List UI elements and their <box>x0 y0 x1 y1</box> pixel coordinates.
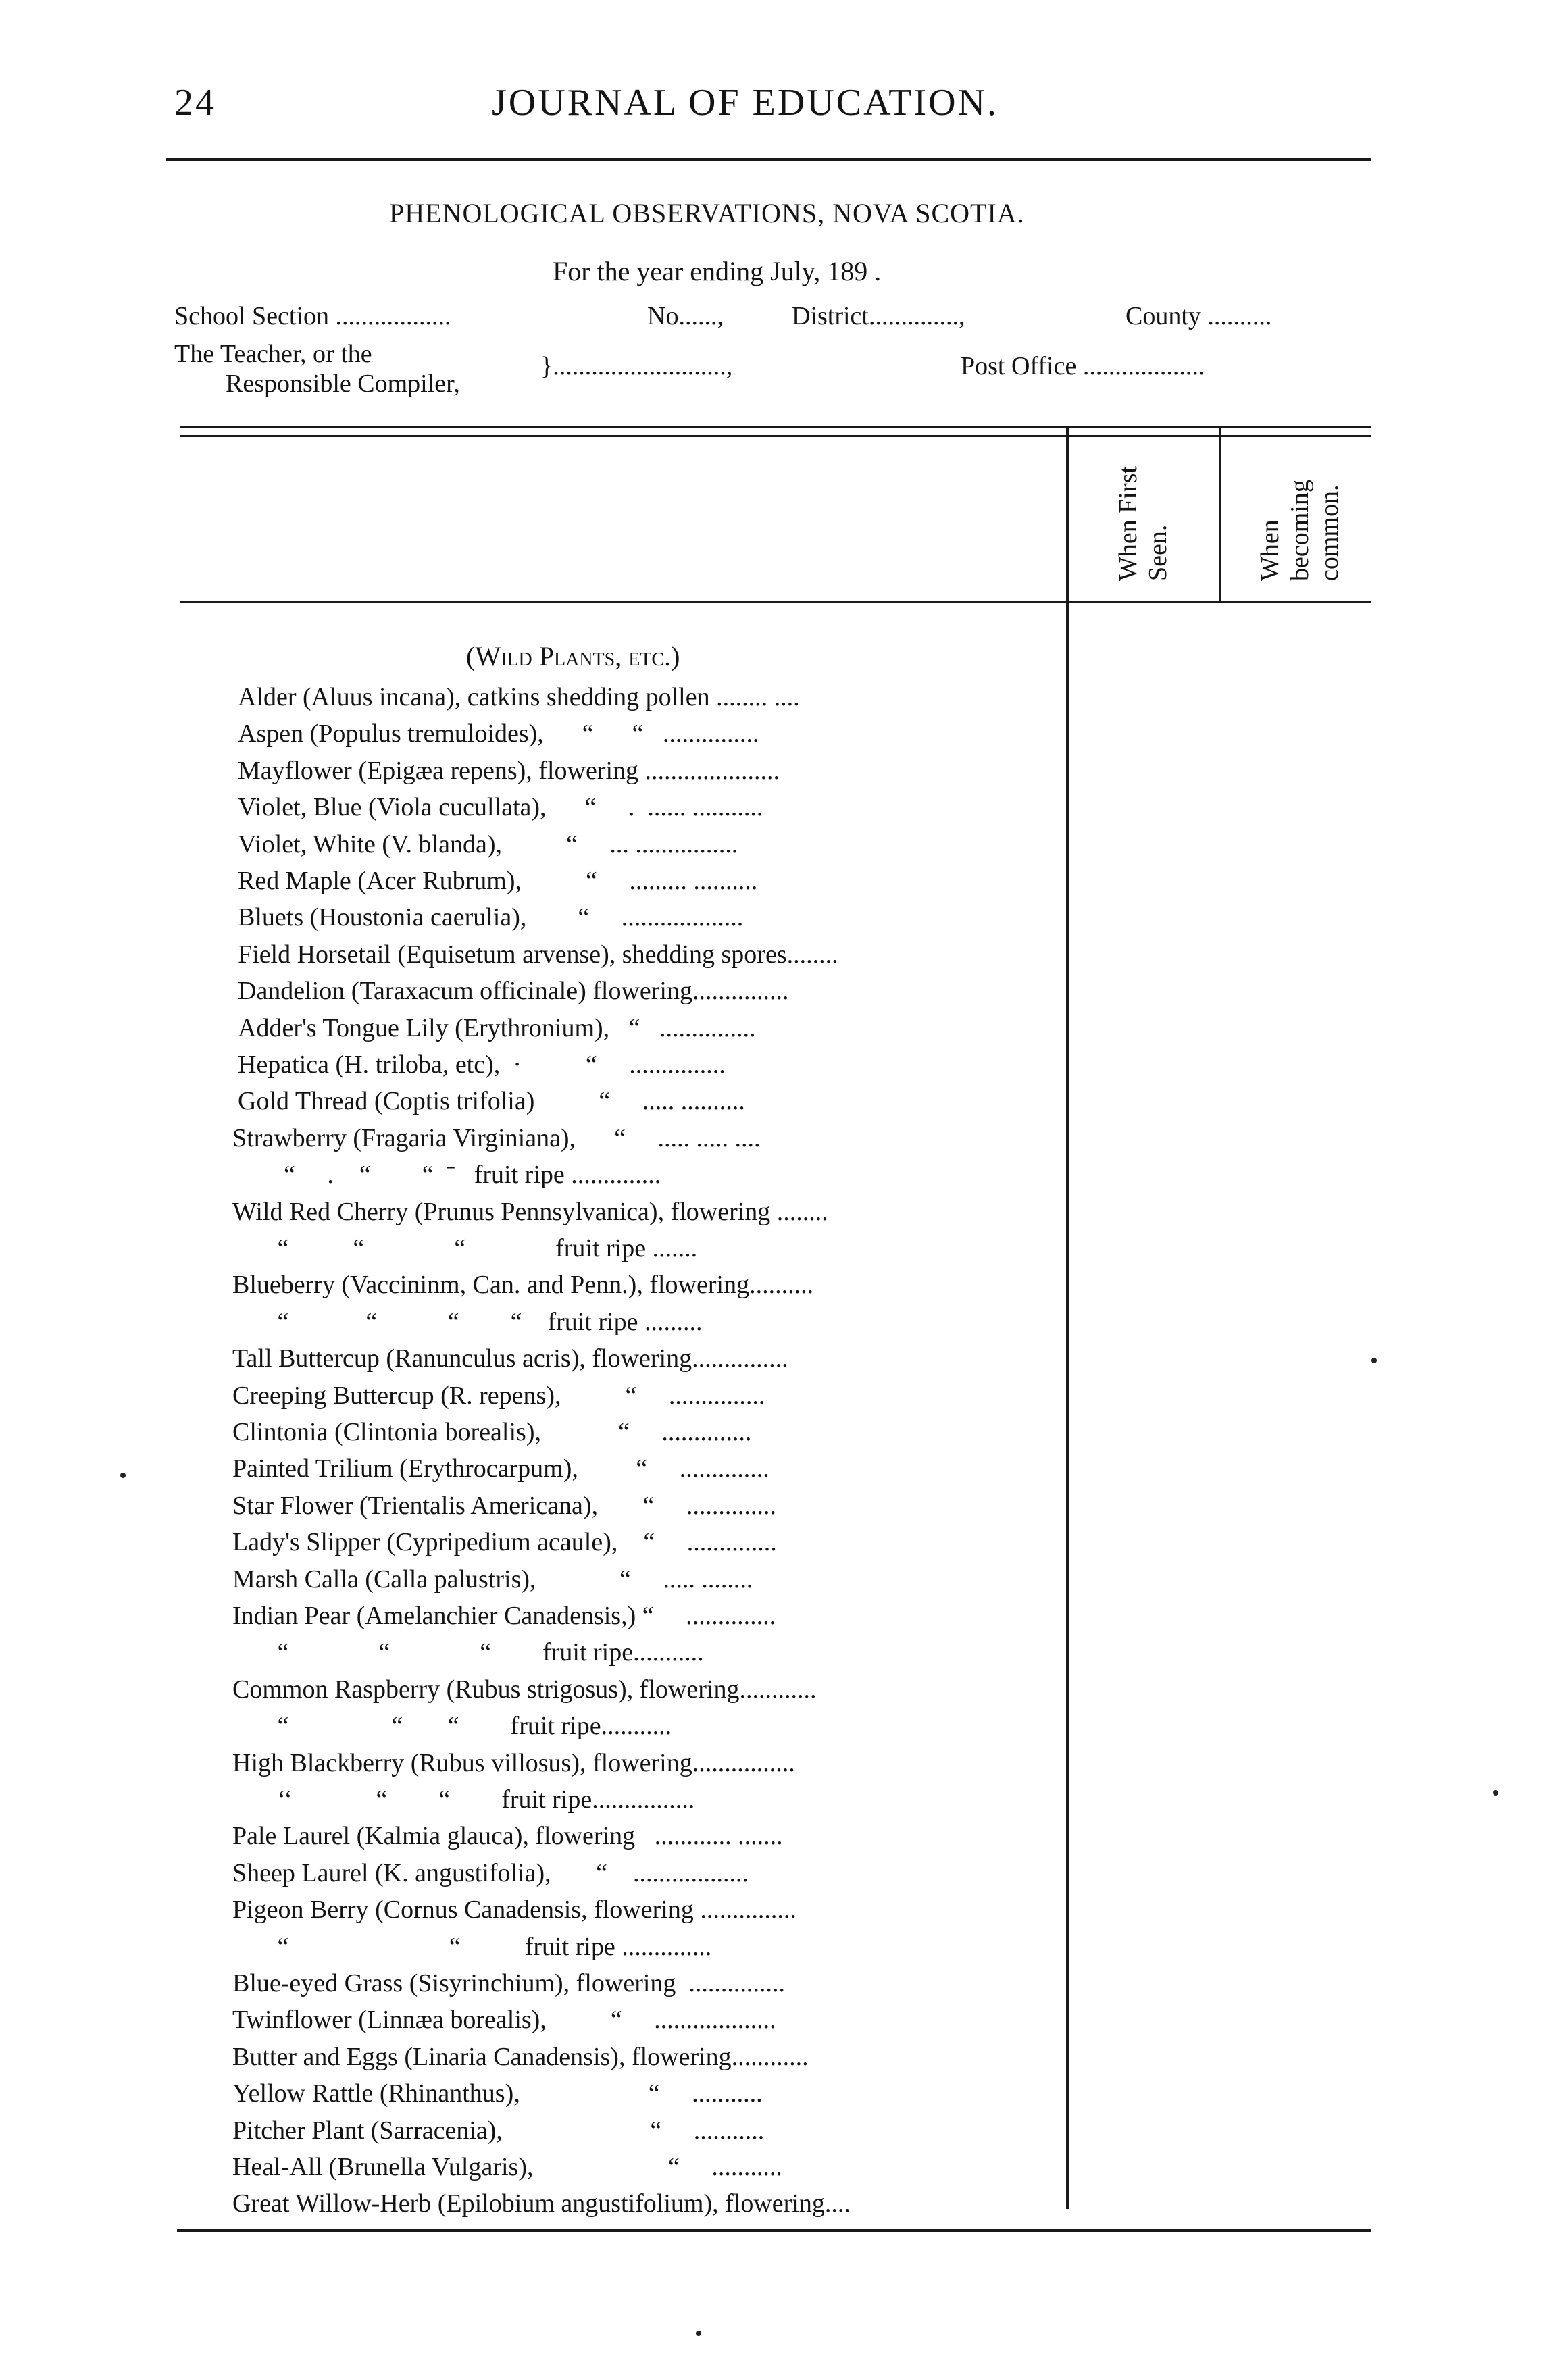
list-item <box>0 2042 1054 2079</box>
item-text: “ “ fruit ripe .............. <box>232 1932 712 1961</box>
item-text: Great Willow-Herb (Epilobium angustifolium), flowering.... <box>232 2189 851 2218</box>
list-item <box>0 1086 1054 1123</box>
list-item <box>0 792 1054 829</box>
list-item <box>0 2079 1054 2115</box>
item-text: “ . “ “ ˉ fruit ripe .............. <box>232 1161 661 1190</box>
scan-speck <box>1371 1358 1377 1363</box>
list-item <box>0 1417 1054 1454</box>
item-text: Pale Laurel (Kalmia glauca), flowering ............ ....... <box>232 1822 783 1851</box>
column-header-first-seen: When First Seen. <box>1114 466 1172 581</box>
item-text: Marsh Calla (Calla palustris), “ ..... ........ <box>232 1564 753 1594</box>
list-item <box>0 1748 1054 1785</box>
item-text: Mayflower (Epigæa repens), flowering ..................... <box>238 756 780 785</box>
list-item <box>0 1233 1054 1270</box>
item-text: Lady's Slipper (Cypripedium acaule), “ .............. <box>232 1528 777 1557</box>
list-item <box>0 2189 1054 2225</box>
column-separator-1 <box>1066 428 1069 2209</box>
list-item <box>0 1858 1054 1895</box>
item-text: Red Maple (Acer Rubrum), “ ......... .......... <box>238 867 758 895</box>
item-text: “ “ “ fruit ripe........... <box>232 1712 672 1741</box>
scan-speck <box>696 2331 701 2336</box>
list-item <box>0 1895 1054 1931</box>
teacher-label: The Teacher, or the <box>174 340 372 368</box>
item-text: Dandelion (Taraxacum officinale) flowering............... <box>238 977 789 1006</box>
compiler-dots: }..........................., <box>540 352 733 380</box>
column-separator-2 <box>1219 428 1221 601</box>
list-item <box>0 1675 1054 1711</box>
item-text: “ “ “ “ fruit ripe ......... <box>232 1307 703 1336</box>
list-item <box>0 866 1054 902</box>
list-item <box>0 2152 1054 2189</box>
list-item <box>0 976 1054 1013</box>
item-text: Pitcher Plant (Sarracenia), “ ........... <box>232 2116 765 2145</box>
item-text: Adder's Tongue Lily (Erythronium), “ ............... <box>238 1013 756 1042</box>
item-text: Strawberry (Fragaria Virginiana), “ ..... ..... .... <box>232 1123 761 1152</box>
item-text: Twinflower (Linnæa borealis), “ ................... <box>232 2006 776 2035</box>
item-text: Blueberry (Vaccininm, Can. and Penn.), flowering.......... <box>232 1271 814 1300</box>
item-text: Creeping Buttercup (R. repens), “ ............... <box>232 1381 765 1410</box>
item-text: Butter and Eggs (Linaria Canadensis), flowering............ <box>232 2042 809 2071</box>
list-item <box>0 1821 1054 1858</box>
list-item <box>0 1564 1054 1601</box>
item-text: “ “ “ fruit ripe........... <box>232 1638 704 1667</box>
list-item <box>0 756 1054 792</box>
county-field: County .......... <box>1126 302 1272 330</box>
item-text: Pigeon Berry (Cornus Canadensis, flowering ............... <box>232 1895 796 1925</box>
list-item <box>0 1637 1054 1674</box>
list-item <box>0 1527 1054 1564</box>
item-text: Sheep Laurel (K. angustifolia), “ .................. <box>232 1858 749 1887</box>
scan-speck <box>1493 1790 1498 1796</box>
item-text: Hepatica (H. triloba, etc), · “ ............... <box>238 1050 726 1079</box>
district-field: District.............., <box>792 302 965 330</box>
column-header-common: When becoming common. <box>1256 480 1344 581</box>
list-item <box>0 719 1054 755</box>
compiler-label: Responsible Compiler, <box>226 370 460 398</box>
column-header-rule <box>180 601 1371 603</box>
item-text: Gold Thread (Coptis trifolia) “ ..... .......... <box>238 1087 745 1116</box>
item-text: Violet, White (V. blanda), “ ... ................ <box>238 830 738 859</box>
list-item <box>0 1197 1054 1233</box>
number-field: No......, <box>647 302 724 330</box>
list-item <box>0 682 1054 719</box>
list-item <box>0 1344 1054 1380</box>
section-heading: (Wild Plants, etc.) <box>466 641 680 671</box>
item-text: Aspen (Populus tremuloides), “ “ ............... <box>238 719 759 748</box>
year-line: For the year ending July, 189 . <box>553 256 882 286</box>
table-top-rule-2 <box>180 435 1371 437</box>
item-text: Clintonia (Clintonia borealis), “ .............. <box>232 1418 752 1446</box>
list-item <box>0 1013 1054 1050</box>
form-title: PHENOLOGICAL OBSERVATIONS, NOVA SCOTIA. <box>389 198 1025 228</box>
list-item <box>0 1932 1054 1968</box>
running-head: JOURNAL OF EDUCATION. <box>492 82 999 124</box>
item-text: Violet, Blue (Viola cucullata), “ . ...... ........... <box>238 793 763 822</box>
list-item <box>0 1711 1054 1748</box>
list-item <box>0 1123 1054 1160</box>
list-item <box>0 830 1054 866</box>
list-item <box>0 1785 1054 1821</box>
item-text: “ “ “ fruit ripe ....... <box>232 1234 698 1263</box>
header-rule <box>166 158 1371 161</box>
list-item <box>0 1454 1054 1490</box>
page-number: 24 <box>174 82 216 124</box>
item-text: High Blackberry (Rubus villosus), flowering................ <box>232 1748 795 1777</box>
list-item <box>0 1160 1054 1196</box>
list-item <box>0 1381 1054 1417</box>
item-text: ‘‘ “ “ fruit ripe................ <box>232 1785 695 1814</box>
item-text: Wild Red Cherry (Prunus Pennsylvanica), flowering ........ <box>232 1197 828 1226</box>
item-text: Bluets (Houstonia caerulia), “ ................... <box>238 903 744 932</box>
list-item <box>0 1050 1054 1086</box>
list-item <box>0 2116 1054 2152</box>
list-item <box>0 1601 1054 1637</box>
list-item <box>0 1307 1054 1344</box>
list-item <box>0 902 1054 939</box>
list-item <box>0 2005 1054 2041</box>
item-text: Indian Pear (Amelanchier Canadensis,) “ .............. <box>232 1602 776 1630</box>
item-text: Painted Trilium (Erythrocarpum), “ .............. <box>232 1454 769 1483</box>
list-item <box>0 1968 1054 2005</box>
item-text: Star Flower (Trientalis Americana), “ .............. <box>232 1491 776 1520</box>
scan-speck <box>120 1473 126 1478</box>
item-text: Blue-eyed Grass (Sisyrinchium), flowering ............... <box>232 1969 785 1997</box>
item-text: Common Raspberry (Rubus strigosus), flowering............ <box>232 1675 817 1704</box>
item-text: Yellow Rattle (Rhinanthus), “ ........... <box>232 2079 763 2108</box>
post-office-field: Post Office ................... <box>961 352 1205 380</box>
list-item <box>0 1491 1054 1527</box>
item-text: Field Horsetail (Equisetum arvense), shedding spores........ <box>238 940 838 969</box>
table-top-rule-1 <box>180 426 1371 428</box>
item-text: Alder (Aluus incana), catkins shedding pollen ........ .... <box>238 683 800 711</box>
item-text: Tall Buttercup (Ranunculus acris), flowering............... <box>232 1344 788 1373</box>
list-item <box>0 1270 1054 1306</box>
table-bottom-rule <box>177 2229 1371 2232</box>
school-section-field: School Section .................. <box>174 302 451 330</box>
item-text: Heal-All (Brunella Vulgaris), “ ........... <box>232 2153 782 2181</box>
list-item <box>0 940 1054 976</box>
